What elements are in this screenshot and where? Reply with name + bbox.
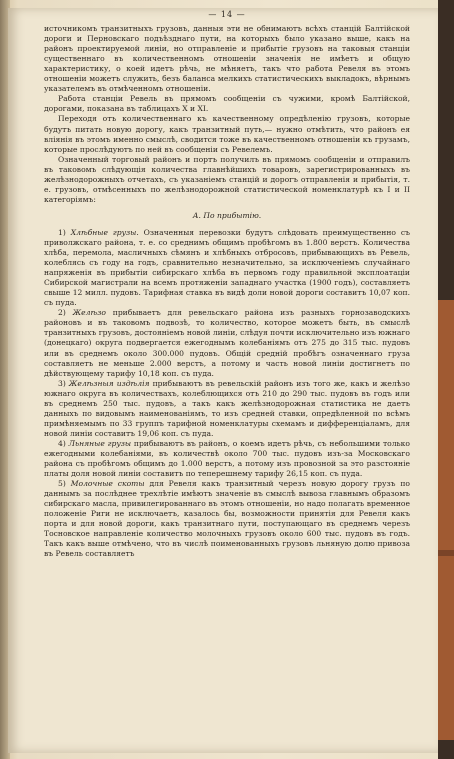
list-item-3: [44, 379, 410, 439]
item-text: Означенныя перевозки будутъ слѣдовать преимущественно съ приволжскаго района, т. е. со среднимъ общимъ пробѣгомъ въ 1.800 верстъ. Количества хлѣба, перемола, масличныхъ сѣмянъ и хлѣбныхъ отбросовъ, прибывающихъ въ Ревель, колеблясь съ году на годъ, сравнительно незначительно, за исключеніемъ случайнаго напряженія въ прибытіи сибирскаго хлѣба въ первомъ году правильной эксплоатаціи Сибирской магистрали на всемъ протяженіи западнаго участка (1900 годъ), составляетъ свыше 12 милл. пудовъ. Тарифная ставка въ видѣ доли новой дороги составитъ 10,07 коп. съ пуда.: [44, 227, 410, 308]
item-text: прибываетъ для ревельскаго района изъ разныхъ горнозаводскихъ районовъ и въ таковомъ подвозѣ, то количество, которое можетъ быть, въ смыслѣ транзитныхъ грузовъ, достояніемъ новой линіи, слѣдуя почти исключительно изъ южнаго (донецкаго) округа подвергается ежегоднымъ колебаніямъ отъ 275 до 315 тыс. пудовъ или въ среднемъ около 300.000 пудовъ. Общій средній пробѣгъ означеннаго груза составляетъ не меньше 2.000 верстъ, а потому и часть новой линіи достигнетъ по дѣйствующему тарифу 10,18 коп. съ пуда.: [44, 308, 410, 378]
page-text: [44, 10, 410, 559]
item-term: Льняные грузы: [68, 438, 132, 448]
item-term: Желѣзо: [72, 308, 106, 318]
item-number: 5): [58, 479, 71, 489]
item-term: Хлѣбные грузы.: [70, 227, 139, 237]
item-term: Желѣзныя издѣлія: [68, 378, 150, 388]
page-number: — 14 —: [208, 10, 246, 19]
paragraph-3: Переходя отъ количественнаго къ качественному опредѣленію грузовъ, которые будутъ питать новую дорогу, какъ транзитный путь,— нужно отмѣтить, что районъ ея вліянія въ этомъ именно смыслѣ, сводится тоже въ качественномъ отношеніи къ грузамъ, которые прослѣдуютъ по ней въ сообщеніи съ Ревелемъ.: [44, 114, 410, 154]
list-item-4: [44, 439, 410, 479]
item-number: 2): [58, 308, 73, 318]
item-text: для Ревеля какъ транзитный черезъ новую дорогу грузъ по даннымъ за послѣднее трехлѣтіе имѣютъ значеніе въ смыслѣ вывоза главнымъ образомъ сибирскаго масла, привилегированнаго въ этомъ отношеніи, но надо полагать временное положеніе Риги не исключаетъ, казалось бы, возможности принятія для Ревеля какъ порта и для новой дороги, какъ транзитнаго пути, поступающаго въ среднемъ черезъ Тосновское направленіе количество молочныхъ грузовъ около 600 тыс. пудовъ въ годъ. Такъ какъ выше отмѣчено, что въ числѣ поименованныхъ грузовъ льняную долю привоза въ Ревель составляетъ: [44, 479, 410, 559]
list-item-1: [44, 228, 410, 308]
cover-edge-line: [438, 550, 454, 556]
right-edge-strip: [438, 0, 454, 759]
item-number: 4): [58, 438, 69, 448]
section-heading: А. По прибытію.: [192, 210, 262, 220]
paragraph-2: Работа станціи Ревель въ прямомъ сообщеніи съ чужими, кромѣ Балтійской, дорогами, показана въ таблицахъ X и XI.: [44, 94, 410, 114]
list-item-5: [44, 479, 410, 559]
list-item-2: [44, 308, 410, 378]
item-text: прибываютъ въ ревельскій районъ изъ того же, какъ и желѣзо южнаго округа въ количествахъ, колеблющихся отъ 210 до 290 тыс. пудовъ въ годъ или въ среднемъ 250 тыс. пудовъ, а такъ какъ желѣзнодорожная статистика не даетъ данныхъ по видовымъ наименованіямъ, то изъ средней ставки, опредѣленной по всѣмъ примѣняемымъ по 33 группъ тарифной номенклатуры схемамъ и дифференціаламъ, для новой линіи составитъ 19,06 коп. съ пуда.: [44, 378, 410, 438]
book-cover-edge: [438, 300, 454, 740]
paragraph-4: Означенный торговый районъ и портъ получилъ въ прямомъ сообщеніи и отправилъ въ таковомъ слѣдующія количества главнѣйшихъ товаровъ, зарегистрированныхъ въ желѣзнодорожныхъ отчетахъ, съ указаніемъ станцій и дорогъ отправленія и прибытія, т. е. грузовъ, отмѣсенныхъ по желѣзнодорожной статистической номенклатурѣ къ I и II категоріямъ:: [44, 154, 410, 204]
item-text: прибываютъ въ районъ, о коемъ идетъ рѣчь, съ небольшими только ежегодными колебаніями, въ количествѣ около 700 тыс. пудовъ изъ-за Московскаго района съ пробѣгомъ общимъ до 1.000 верстъ, а потому изъ провозной за это разстояніе платы доля новой линіи составитъ по теперешнему тарифу 26,15 коп. съ пуда.: [44, 438, 410, 479]
item-term: Молочные скоты: [70, 479, 145, 489]
paragraph-1: источникомъ транзитныхъ грузовъ, данныя эти не обнимаютъ всѣхъ станцій Балтійской дороги и Перновскаго подъѣзднаго пути, на которыхъ было указано выше, какъ на районъ проектируемой линіи, но отправленіе и прибытіе грузовъ на таковыя станціи существеннаго въ количественномъ отношеніи значенія не имѣетъ и общую характеристику, о коей идетъ рѣчь, не мѣняетъ, такъ что работа Ревеля въ этомъ отношеніи можетъ служить, безъ баланса мелкихъ статистическихъ выкладокъ, вѣрнымъ указателемъ въ отмѣченномъ отношеніи.: [44, 24, 410, 94]
item-number: 1): [58, 227, 71, 237]
item-number: 3): [58, 378, 69, 388]
